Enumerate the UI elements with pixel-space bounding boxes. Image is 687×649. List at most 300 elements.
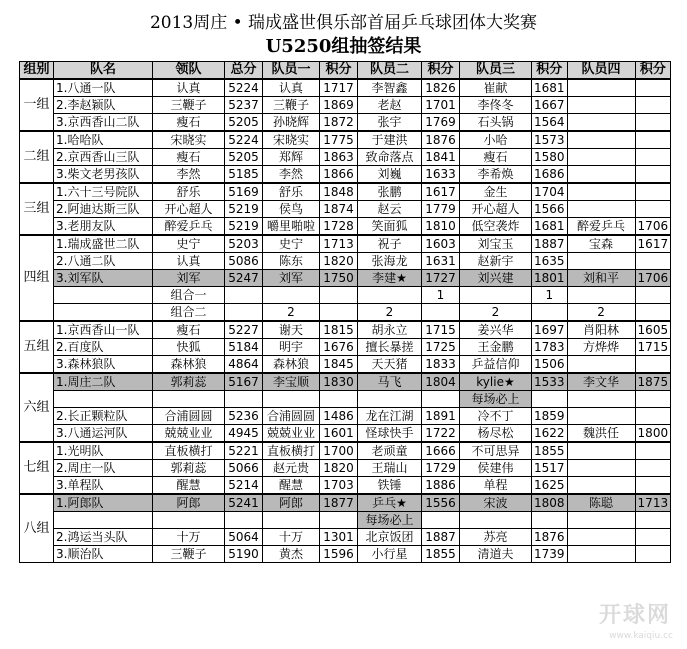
player-1: 郑辉 bbox=[263, 149, 320, 166]
score-2: 1886 bbox=[422, 477, 460, 495]
player-2: 张海龙 bbox=[358, 253, 422, 270]
score-2: 1833 bbox=[422, 356, 460, 374]
group-label: 一组 bbox=[20, 79, 54, 131]
score-3: 1681 bbox=[532, 79, 568, 97]
score-1: 1872 bbox=[320, 114, 358, 132]
table-row bbox=[20, 408, 671, 425]
player-2: 北京饭团 bbox=[358, 529, 422, 546]
player-1 bbox=[263, 287, 320, 304]
score-4: 1706 bbox=[635, 270, 671, 287]
table-row bbox=[20, 79, 671, 97]
score-2 bbox=[422, 512, 460, 529]
score-3: 1855 bbox=[532, 442, 568, 460]
player-4: 宝森 bbox=[567, 235, 635, 253]
team-name: 3.八通运河队 bbox=[54, 425, 153, 443]
score-2: 1727 bbox=[422, 270, 460, 287]
group-label: 七组 bbox=[20, 442, 54, 494]
player-3: 石头锅 bbox=[460, 114, 532, 132]
player-2: 李建★ bbox=[358, 270, 422, 287]
score-4 bbox=[635, 149, 671, 166]
score-1: 1717 bbox=[320, 79, 358, 97]
score-2: 1841 bbox=[422, 149, 460, 166]
player-2: 老赵 bbox=[358, 97, 422, 114]
table-row-combo bbox=[20, 304, 671, 322]
team-name bbox=[54, 512, 153, 529]
score-2: 1603 bbox=[422, 235, 460, 253]
score-4 bbox=[635, 304, 671, 322]
player-1: 认真 bbox=[263, 79, 320, 97]
header-cell: 积分 bbox=[532, 62, 568, 80]
team-name: 2.百度队 bbox=[54, 339, 153, 356]
score-2: 1891 bbox=[422, 408, 460, 425]
score-2: 1715 bbox=[422, 321, 460, 339]
player-2: 马飞 bbox=[358, 373, 422, 391]
player-4: 方烨烨 bbox=[567, 339, 635, 356]
player-3 bbox=[460, 512, 532, 529]
leader: 三鞭子 bbox=[153, 546, 225, 563]
score-4: 1715 bbox=[635, 339, 671, 356]
total-score bbox=[225, 391, 263, 408]
player-1: 谢天 bbox=[263, 321, 320, 339]
leader: 兢兢业业 bbox=[153, 425, 225, 443]
leader: 郭莉蕊 bbox=[153, 373, 225, 391]
score-4 bbox=[635, 287, 671, 304]
score-1: 1750 bbox=[320, 270, 358, 287]
score-1: 1700 bbox=[320, 442, 358, 460]
score-3: 1506 bbox=[532, 356, 568, 374]
score-3: 1625 bbox=[532, 477, 568, 495]
player-2: 老顽童 bbox=[358, 442, 422, 460]
header-cell: 积分 bbox=[635, 62, 671, 80]
player-1: 黄杰 bbox=[263, 546, 320, 563]
team-name: 2.鸿运当头队 bbox=[54, 529, 153, 546]
combo-label: 组合二 bbox=[153, 304, 225, 322]
score-2: 1722 bbox=[422, 425, 460, 443]
player-3: 乒益信仰 bbox=[460, 356, 532, 374]
score-1: 1877 bbox=[320, 494, 358, 512]
score-3: 1533 bbox=[532, 373, 568, 391]
player-3: 刘宝玉 bbox=[460, 235, 532, 253]
table-row-combo bbox=[20, 287, 671, 304]
player-4: 2 bbox=[567, 304, 635, 322]
player-3: 李希焕 bbox=[460, 166, 532, 184]
score-1: 1869 bbox=[320, 97, 358, 114]
player-1: 十万 bbox=[263, 529, 320, 546]
score-2: 1701 bbox=[422, 97, 460, 114]
team-name bbox=[54, 287, 153, 304]
table-row bbox=[20, 442, 671, 460]
table-row-highlighted bbox=[20, 494, 671, 512]
score-4 bbox=[635, 442, 671, 460]
player-3: 刘兴建 bbox=[460, 270, 532, 287]
player-2 bbox=[358, 391, 422, 408]
player-4 bbox=[567, 442, 635, 460]
header-cell: 队员二 bbox=[358, 62, 422, 80]
player-1: 明宇 bbox=[263, 339, 320, 356]
total-score bbox=[225, 304, 263, 322]
header-cell: 积分 bbox=[422, 62, 460, 80]
leader: 快狐 bbox=[153, 339, 225, 356]
table-row bbox=[20, 201, 671, 218]
score-3: 1635 bbox=[532, 253, 568, 270]
total-score: 5190 bbox=[225, 546, 263, 563]
leader: 直板横打 bbox=[153, 442, 225, 460]
total-score: 5086 bbox=[225, 253, 263, 270]
score-1 bbox=[320, 287, 358, 304]
draw-results-table bbox=[19, 61, 671, 563]
score-2: 1855 bbox=[422, 546, 460, 563]
header-cell: 组别 bbox=[20, 62, 54, 80]
total-score bbox=[225, 287, 263, 304]
player-3: 赵新宇 bbox=[460, 253, 532, 270]
header-cell: 队员三 bbox=[460, 62, 532, 80]
header-cell: 领队 bbox=[153, 62, 225, 80]
score-4: 1706 bbox=[635, 218, 671, 236]
player-1: 史宁 bbox=[263, 235, 320, 253]
player-2: 刘巍 bbox=[358, 166, 422, 184]
leader: 三鞭子 bbox=[153, 97, 225, 114]
team-name: 1.周庄二队 bbox=[54, 373, 153, 391]
player-2: 于建洪 bbox=[358, 131, 422, 149]
player-3: 小哈 bbox=[460, 131, 532, 149]
score-1: 1815 bbox=[320, 321, 358, 339]
player-4 bbox=[567, 183, 635, 201]
player-3: 宋波 bbox=[460, 494, 532, 512]
score-2: 1556 bbox=[422, 494, 460, 512]
team-name: 3.单程队 bbox=[54, 477, 153, 495]
player-4 bbox=[567, 477, 635, 495]
title-line2: U5250组抽签结果 bbox=[265, 36, 422, 57]
score-4 bbox=[635, 391, 671, 408]
table-row bbox=[20, 218, 671, 236]
score-3: 1517 bbox=[532, 460, 568, 477]
score-2 bbox=[422, 391, 460, 408]
player-1: 嚼里啪啦 bbox=[263, 218, 320, 236]
player-4 bbox=[567, 253, 635, 270]
player-2: 王瑞山 bbox=[358, 460, 422, 477]
leader: 刘军 bbox=[153, 270, 225, 287]
table-row bbox=[20, 97, 671, 114]
player-2: 龙在江湖 bbox=[358, 408, 422, 425]
group-label: 八组 bbox=[20, 494, 54, 563]
score-3: 1667 bbox=[532, 97, 568, 114]
player-1: 陈东 bbox=[263, 253, 320, 270]
player-4 bbox=[567, 201, 635, 218]
team-name: 3.顺治队 bbox=[54, 546, 153, 563]
table-row bbox=[20, 166, 671, 184]
player-1: 兢兢业业 bbox=[263, 425, 320, 443]
leader: 十万 bbox=[153, 529, 225, 546]
player-2: 赵云 bbox=[358, 201, 422, 218]
leader: 郭莉蕊 bbox=[153, 460, 225, 477]
total-score: 5224 bbox=[225, 131, 263, 149]
group-label: 二组 bbox=[20, 131, 54, 183]
player-2: 天天猪 bbox=[358, 356, 422, 374]
player-4 bbox=[567, 391, 635, 408]
table-row bbox=[20, 183, 671, 201]
table-row bbox=[20, 339, 671, 356]
table-row bbox=[20, 425, 671, 443]
total-score: 4945 bbox=[225, 425, 263, 443]
leader: 舒乐 bbox=[153, 183, 225, 201]
score-4: 1800 bbox=[635, 425, 671, 443]
team-name: 3.刘军队 bbox=[54, 270, 153, 287]
total-score: 5221 bbox=[225, 442, 263, 460]
score-3: 1704 bbox=[532, 183, 568, 201]
total-score: 5224 bbox=[225, 79, 263, 97]
score-3: 1681 bbox=[532, 218, 568, 236]
score-3: 1697 bbox=[532, 321, 568, 339]
player-2: 致命落点 bbox=[358, 149, 422, 166]
score-1: 1775 bbox=[320, 131, 358, 149]
score-2: 1725 bbox=[422, 339, 460, 356]
player-4: 陈聪 bbox=[567, 494, 635, 512]
player-3: 低空袭炸 bbox=[460, 218, 532, 236]
player-1: 李宝顺 bbox=[263, 373, 320, 391]
total-score: 5184 bbox=[225, 339, 263, 356]
score-1 bbox=[320, 512, 358, 529]
score-1: 1845 bbox=[320, 356, 358, 374]
total-score: 5219 bbox=[225, 201, 263, 218]
player-1: 三鞭子 bbox=[263, 97, 320, 114]
score-1: 1486 bbox=[320, 408, 358, 425]
player-3: 单程 bbox=[460, 477, 532, 495]
team-name: 3.老朋友队 bbox=[54, 218, 153, 236]
player-1 bbox=[263, 512, 320, 529]
score-4: 1713 bbox=[635, 494, 671, 512]
player-3 bbox=[460, 287, 532, 304]
score-4 bbox=[635, 201, 671, 218]
player-2: 张宇 bbox=[358, 114, 422, 132]
score-3: 1622 bbox=[532, 425, 568, 443]
header-cell: 队员四 bbox=[567, 62, 635, 80]
table-row bbox=[20, 477, 671, 495]
score-2: 1779 bbox=[422, 201, 460, 218]
player-4: 刘和平 bbox=[567, 270, 635, 287]
score-2 bbox=[422, 304, 460, 322]
score-3: 1876 bbox=[532, 529, 568, 546]
player-2 bbox=[358, 287, 422, 304]
table-row bbox=[20, 356, 671, 374]
score-4 bbox=[635, 166, 671, 184]
table-row bbox=[20, 131, 671, 149]
player-3: 杨尽松 bbox=[460, 425, 532, 443]
player-3: 开心超人 bbox=[460, 201, 532, 218]
team-name: 3.森林狼队 bbox=[54, 356, 153, 374]
player-1: 刘军 bbox=[263, 270, 320, 287]
score-3 bbox=[532, 304, 568, 322]
table-row bbox=[20, 546, 671, 563]
player-3: 2 bbox=[460, 304, 532, 322]
player-3: 姜兴华 bbox=[460, 321, 532, 339]
watermark-logo: 开球网 bbox=[598, 603, 671, 628]
score-1: 1820 bbox=[320, 460, 358, 477]
team-name: 2.长正颗粒队 bbox=[54, 408, 153, 425]
player-1: 2 bbox=[263, 304, 320, 322]
leader: 认真 bbox=[153, 253, 225, 270]
leader: 合浦圆圆 bbox=[153, 408, 225, 425]
score-4: 1875 bbox=[635, 373, 671, 391]
total-score: 5066 bbox=[225, 460, 263, 477]
score-3: 1783 bbox=[532, 339, 568, 356]
watermark-url: www.kaiqiu.cc bbox=[609, 631, 673, 641]
table-row-highlighted bbox=[20, 270, 671, 287]
team-name: 3.京西香山二队 bbox=[54, 114, 153, 132]
table-row-highlighted bbox=[20, 373, 671, 391]
score-1: 1301 bbox=[320, 529, 358, 546]
score-3: 1808 bbox=[532, 494, 568, 512]
table-row bbox=[20, 235, 671, 253]
leader bbox=[153, 391, 225, 408]
score-4 bbox=[635, 114, 671, 132]
player-3: 不可思异 bbox=[460, 442, 532, 460]
score-4 bbox=[635, 529, 671, 546]
header-cell: 积分 bbox=[320, 62, 358, 80]
player-4: 李文华 bbox=[567, 373, 635, 391]
score-3: 1573 bbox=[532, 131, 568, 149]
player-1: 合浦圆圆 bbox=[263, 408, 320, 425]
player-1: 宋晓实 bbox=[263, 131, 320, 149]
score-1: 1874 bbox=[320, 201, 358, 218]
player-4 bbox=[567, 149, 635, 166]
player-4 bbox=[567, 79, 635, 97]
player-4 bbox=[567, 166, 635, 184]
score-1 bbox=[320, 391, 358, 408]
team-name: 2.李赵颖队 bbox=[54, 97, 153, 114]
table-row bbox=[20, 321, 671, 339]
header-cell: 队员一 bbox=[263, 62, 320, 80]
player-1: 侯鸟 bbox=[263, 201, 320, 218]
score-2: 1826 bbox=[422, 79, 460, 97]
table-row bbox=[20, 529, 671, 546]
leader: 史宁 bbox=[153, 235, 225, 253]
group-label: 四组 bbox=[20, 235, 54, 321]
total-score: 5203 bbox=[225, 235, 263, 253]
score-1: 1848 bbox=[320, 183, 358, 201]
score-4 bbox=[635, 253, 671, 270]
team-name: 1.阿郎队 bbox=[54, 494, 153, 512]
score-1: 1866 bbox=[320, 166, 358, 184]
score-2: 1810 bbox=[422, 218, 460, 236]
score-4 bbox=[635, 79, 671, 97]
player-2: 怪球快手 bbox=[358, 425, 422, 443]
table-row bbox=[20, 460, 671, 477]
score-2: 1631 bbox=[422, 253, 460, 270]
score-4: 1605 bbox=[635, 321, 671, 339]
score-3 bbox=[532, 391, 568, 408]
score-4 bbox=[635, 183, 671, 201]
player-4 bbox=[567, 546, 635, 563]
player-3: kylie★ bbox=[460, 373, 532, 391]
player-4 bbox=[567, 460, 635, 477]
score-3 bbox=[532, 512, 568, 529]
leader: 认真 bbox=[153, 79, 225, 97]
player-2: 李智鑫 bbox=[358, 79, 422, 97]
score-4 bbox=[635, 460, 671, 477]
score-2: 1887 bbox=[422, 529, 460, 546]
score-1: 1601 bbox=[320, 425, 358, 443]
player-4 bbox=[567, 287, 635, 304]
score-4 bbox=[635, 356, 671, 374]
score-3: 1580 bbox=[532, 149, 568, 166]
player-2: 祝子 bbox=[358, 235, 422, 253]
score-2: 1666 bbox=[422, 442, 460, 460]
player-3: 侯建伟 bbox=[460, 460, 532, 477]
combo-label: 组合一 bbox=[153, 287, 225, 304]
player-3: 李佟冬 bbox=[460, 97, 532, 114]
total-score: 5185 bbox=[225, 166, 263, 184]
score-4 bbox=[635, 408, 671, 425]
team-name: 2.周庄一队 bbox=[54, 460, 153, 477]
team-name: 2.八通二队 bbox=[54, 253, 153, 270]
header-cell: 队名 bbox=[54, 62, 153, 80]
player-4 bbox=[567, 512, 635, 529]
player-2: 笑面狐 bbox=[358, 218, 422, 236]
total-score: 4864 bbox=[225, 356, 263, 374]
total-score: 5241 bbox=[225, 494, 263, 512]
team-name bbox=[54, 304, 153, 322]
player-3: 王金鹏 bbox=[460, 339, 532, 356]
team-name: 2.阿迪达斯三队 bbox=[54, 201, 153, 218]
player-1 bbox=[263, 391, 320, 408]
player-1: 醒慧 bbox=[263, 477, 320, 495]
player-4 bbox=[567, 356, 635, 374]
player-3: 崔献 bbox=[460, 79, 532, 97]
score-1 bbox=[320, 304, 358, 322]
player-3: 清道夫 bbox=[460, 546, 532, 563]
score-2: 1617 bbox=[422, 183, 460, 201]
score-3: 1566 bbox=[532, 201, 568, 218]
player-4: 肖阳林 bbox=[567, 321, 635, 339]
player-4: 醉爱乒乓 bbox=[567, 218, 635, 236]
total-score: 5167 bbox=[225, 373, 263, 391]
score-2: 1729 bbox=[422, 460, 460, 477]
score-4 bbox=[635, 546, 671, 563]
total-score: 5247 bbox=[225, 270, 263, 287]
leader: 瘦石 bbox=[153, 149, 225, 166]
score-1: 1728 bbox=[320, 218, 358, 236]
score-2: 1876 bbox=[422, 131, 460, 149]
player-3: 金生 bbox=[460, 183, 532, 201]
score-1: 1713 bbox=[320, 235, 358, 253]
leader: 瘦石 bbox=[153, 321, 225, 339]
player-1: 森林狼 bbox=[263, 356, 320, 374]
score-3: 1564 bbox=[532, 114, 568, 132]
player-4 bbox=[567, 408, 635, 425]
player-2: 擅长暴搓 bbox=[358, 339, 422, 356]
group-label: 五组 bbox=[20, 321, 54, 373]
player-2: 2 bbox=[358, 304, 422, 322]
leader bbox=[153, 512, 225, 529]
table-row-note bbox=[20, 512, 671, 529]
score-3: 1801 bbox=[532, 270, 568, 287]
score-1: 1820 bbox=[320, 253, 358, 270]
score-4 bbox=[635, 131, 671, 149]
score-1: 1596 bbox=[320, 546, 358, 563]
total-score: 5236 bbox=[225, 408, 263, 425]
must-play-note: 每场必上 bbox=[358, 512, 422, 529]
player-1: 李然 bbox=[263, 166, 320, 184]
player-2: 铁锤 bbox=[358, 477, 422, 495]
score-1: 1676 bbox=[320, 339, 358, 356]
total-score: 5169 bbox=[225, 183, 263, 201]
score-1: 1830 bbox=[320, 373, 358, 391]
player-1: 孙晓辉 bbox=[263, 114, 320, 132]
team-name: 3.柴文老男孩队 bbox=[54, 166, 153, 184]
player-4: 魏洪任 bbox=[567, 425, 635, 443]
player-4 bbox=[567, 131, 635, 149]
score-2: 1769 bbox=[422, 114, 460, 132]
